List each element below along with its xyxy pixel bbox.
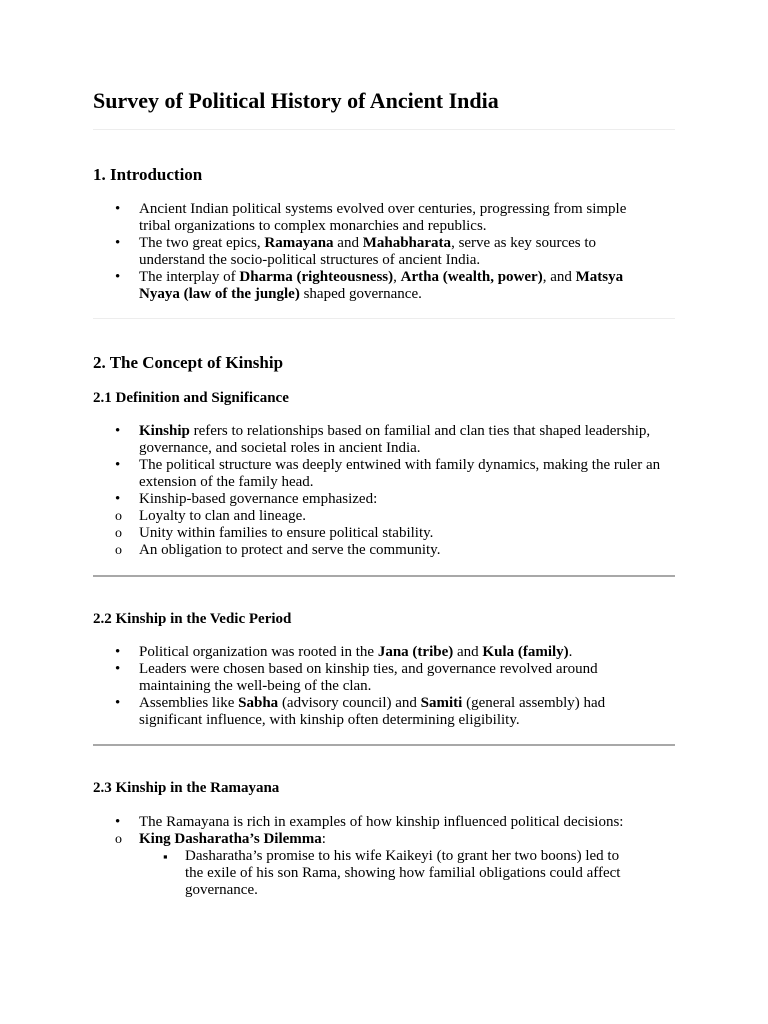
bold-term: King Dasharatha’s Dilemma — [139, 831, 322, 847]
list-item — [93, 644, 633, 661]
divider — [93, 318, 675, 319]
ramayana-list — [93, 814, 633, 899]
sub-list-item — [139, 831, 633, 899]
text-span: Assemblies like — [139, 695, 239, 711]
bold-term: Mahabharata — [362, 235, 452, 251]
sub-sub-list — [139, 848, 633, 899]
sub-list-item: o Unity within families to ensure political stability. — [139, 525, 668, 542]
list-item-text: Kinship-based governance emphasized: — [139, 491, 378, 507]
document-title: Survey of Political History of Ancient India — [93, 88, 499, 113]
text-span: refers to relationships based on familial and clan ties that shaped leadership, governance, and societal roles in ancient India. — [139, 423, 651, 456]
bold-term: Kinship — [139, 423, 190, 439]
bold-term: Ramayana — [264, 235, 334, 251]
text-span: (advisory council) and — [278, 695, 421, 711]
text-span: , — [393, 269, 401, 285]
text-span: , and — [542, 269, 576, 285]
text-span: The two great epics, — [139, 235, 265, 251]
text-span: and — [333, 235, 363, 251]
subsection-heading-2-2: 2.2 Kinship in the Vedic Period — [93, 611, 292, 627]
bold-term: Kula (family) — [482, 644, 569, 660]
list-item — [93, 491, 668, 559]
list-item — [93, 457, 668, 491]
sub-list-item: o An obligation to protect and serve the community. — [139, 542, 668, 559]
text-span: . — [568, 644, 573, 660]
bold-term: Artha (wealth, power) — [400, 269, 543, 285]
bold-term: Sabha — [238, 695, 279, 711]
subsection-heading-2-1: 2.1 Definition and Significance — [93, 390, 289, 406]
text-span: and — [453, 644, 483, 660]
text-span: shaped governance. — [299, 286, 422, 302]
bold-term: Dharma (righteousness) — [239, 269, 394, 285]
list-item — [93, 235, 633, 269]
divider — [93, 575, 675, 577]
list-item — [93, 814, 633, 899]
section-heading-kinship: 2. The Concept of Kinship — [93, 353, 284, 372]
text-span: , serve as key sources to understand the socio-political structures of ancient India. — [139, 235, 597, 268]
sub-list — [139, 831, 633, 899]
sub-sub-list-item: ▪ Dasharatha’s promise to his wife Kaikeyi (to grant her two boons) led to the exile of his son Rama, showing how familial obligations could affect governance. — [185, 848, 633, 899]
text-span: Political organization was rooted in the — [139, 644, 378, 660]
divider — [93, 129, 675, 130]
list-item-text: The Ramayana is rich in examples of how kinship influenced political decisions: — [139, 814, 624, 830]
subsection-heading-2-3: 2.3 Kinship in the Ramayana — [93, 780, 280, 796]
text-span: : — [321, 831, 326, 847]
list-item-text: Leaders were chosen based on kinship ties, and governance revolved around maintaining the well-being of the clan. — [139, 661, 598, 694]
bold-term: Jana (tribe) — [377, 644, 454, 660]
list-item — [93, 423, 668, 457]
sub-list-item: o Loyalty to clan and lineage. — [139, 508, 668, 525]
list-item — [93, 201, 633, 235]
definition-list — [93, 423, 668, 559]
text-span: The interplay of — [139, 269, 240, 285]
list-item — [93, 661, 633, 695]
text-span: (general assembly) had significant influence, with kinship often determining eligibility. — [139, 695, 606, 728]
bold-term: Matsya Nyaya (law of the jungle) — [139, 269, 624, 302]
section-heading-introduction: 1. Introduction — [93, 165, 203, 184]
bold-term: Samiti — [420, 695, 463, 711]
list-item — [93, 695, 633, 729]
introduction-list — [93, 201, 633, 303]
list-item-text: The political structure was deeply entwined with family dynamics, making the ruler an extension of the family head. — [139, 457, 661, 490]
sub-list — [139, 508, 668, 559]
vedic-period-list — [93, 644, 633, 729]
divider — [93, 744, 675, 746]
list-item — [93, 269, 633, 303]
list-item-text: Ancient Indian political systems evolved over centuries, progressing from simple tribal organizations to complex monarchies and republics. — [139, 201, 627, 234]
